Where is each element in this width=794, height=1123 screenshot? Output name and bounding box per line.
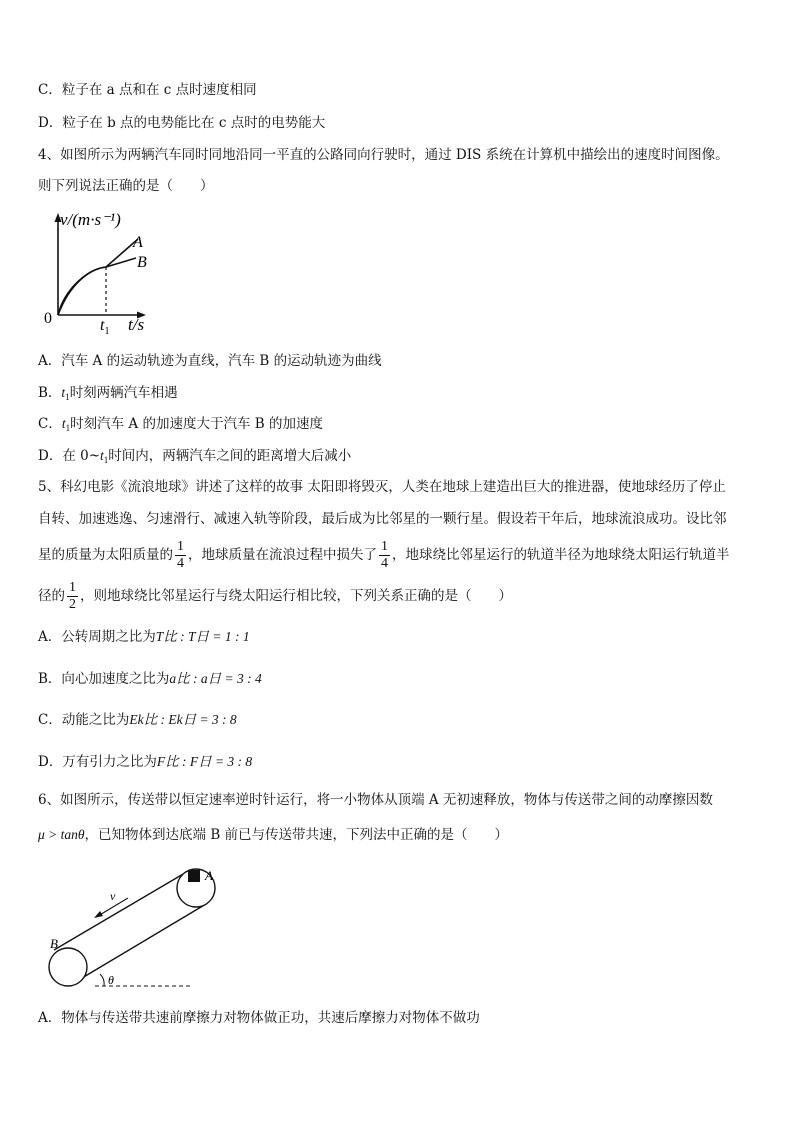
q5-line4: 径的 $\frac{1}{2}$ ，则地球绕比邻星运行与绕太阳运行相比较，下列关系正确的是（ ） <box>38 580 512 612</box>
t1-label: $t_1$ <box>100 317 110 337</box>
label-v: v <box>110 889 116 903</box>
q6-line2: μ > tanθ，已知物体到达底端 B 前已与传送带共速，下列法中正确的是（ ） <box>38 827 509 843</box>
curve-b-label: B <box>137 254 147 271</box>
belt-top <box>54 870 190 950</box>
origin-label: 0 <box>44 310 52 327</box>
q4-option-d: D．在 $0\sim t_1$时间内，两辆汽车之间的距离增大后减小 <box>38 448 352 465</box>
fraction-one-half: $\frac{1}{2}$ <box>69 580 76 612</box>
fraction-one-quarter: $\frac{1}{4}$ <box>177 539 184 571</box>
q5-option-a: A．公转周期之比为T比 : T日 = 1 : 1 <box>38 629 250 645</box>
q4-stem-line2: 则下列说法正确的是（ ） <box>38 178 214 194</box>
curve-a-label: A <box>133 234 143 251</box>
q4-option-c: C．$t_1$时刻汽车 A 的加速度大于汽车 B 的加速度 <box>38 416 323 433</box>
q4-velocity-time-graph <box>38 205 163 340</box>
bottom-roller <box>49 948 87 986</box>
block-a <box>188 870 200 882</box>
q5-line1: 5、科幻电影《流浪地球》讲述了这样的故事 太阳即将毁灭，人类在地球上建造出巨大的推进器，使地球经历了停止 <box>38 479 726 495</box>
label-a: A <box>205 868 213 883</box>
x-axis-label: t/s <box>128 315 145 334</box>
label-theta: θ <box>108 973 114 987</box>
q6-option-a: A．物体与传送带共速前摩擦力对物体做正功，共速后摩擦力对物体不做功 <box>38 1010 480 1026</box>
q4-option-a: A．汽车 A 的运动轨迹为直线，汽车 B 的运动轨迹为曲线 <box>38 353 382 369</box>
q3-option-d: D．粒子在 b 点的电势能比在 c 点时的电势能大 <box>38 115 326 131</box>
curve-a <box>58 239 138 315</box>
q5-option-c: C．动能之比为Ek比 : Ek日 = 3 : 8 <box>38 712 237 728</box>
velocity-arrowhead <box>94 911 103 918</box>
label-b: B <box>50 936 58 951</box>
q6-conveyor-diagram <box>40 862 230 997</box>
q4-stem-line1: 4、如图所示为两辆汽车同时同地沿同一平直的公路同向行驶时，通过 DIS 系统在计算机中描绘出的速度时间图像。 <box>38 147 729 163</box>
q5-line3: 星的质量为太阳质量的 $\frac{1}{4}$ ，地球质量在流浪过程中损失了 $\frac{1}{4}$ ，地球绕比邻星运行的轨道半径为地球绕太阳运行轨道半 <box>38 539 730 571</box>
curve-b <box>58 258 136 315</box>
y-axis-label: v/(m·s⁻¹) <box>60 210 121 229</box>
q4-option-b: B．$t_1$时刻两辆汽车相遇 <box>38 385 178 402</box>
q6-line1: 6、如图所示，传送带以恒定速率逆时针运行，将一小物体从顶端 A 无初速释放，物体与传送带之间的动摩擦因数 <box>38 792 713 808</box>
theta-arc <box>100 974 104 986</box>
q5-line2: 自转、加速逃逸、匀速滑行、减速入轨等阶段，最后成为比邻星的一颗行星。假设若干年后，地球流浪成功。设比邻 <box>38 511 727 527</box>
q5-option-b: B．向心加速度之比为a比 : a日 = 3 : 4 <box>38 671 262 687</box>
fraction-one-quarter: $\frac{1}{4}$ <box>381 539 388 571</box>
q5-option-d: D．万有引力之比为F比 : F日 = 3 : 8 <box>38 754 253 770</box>
q3-option-c: C．粒子在 a 点和在 c 点时速度相同 <box>38 82 257 98</box>
belt-bottom <box>72 904 206 984</box>
